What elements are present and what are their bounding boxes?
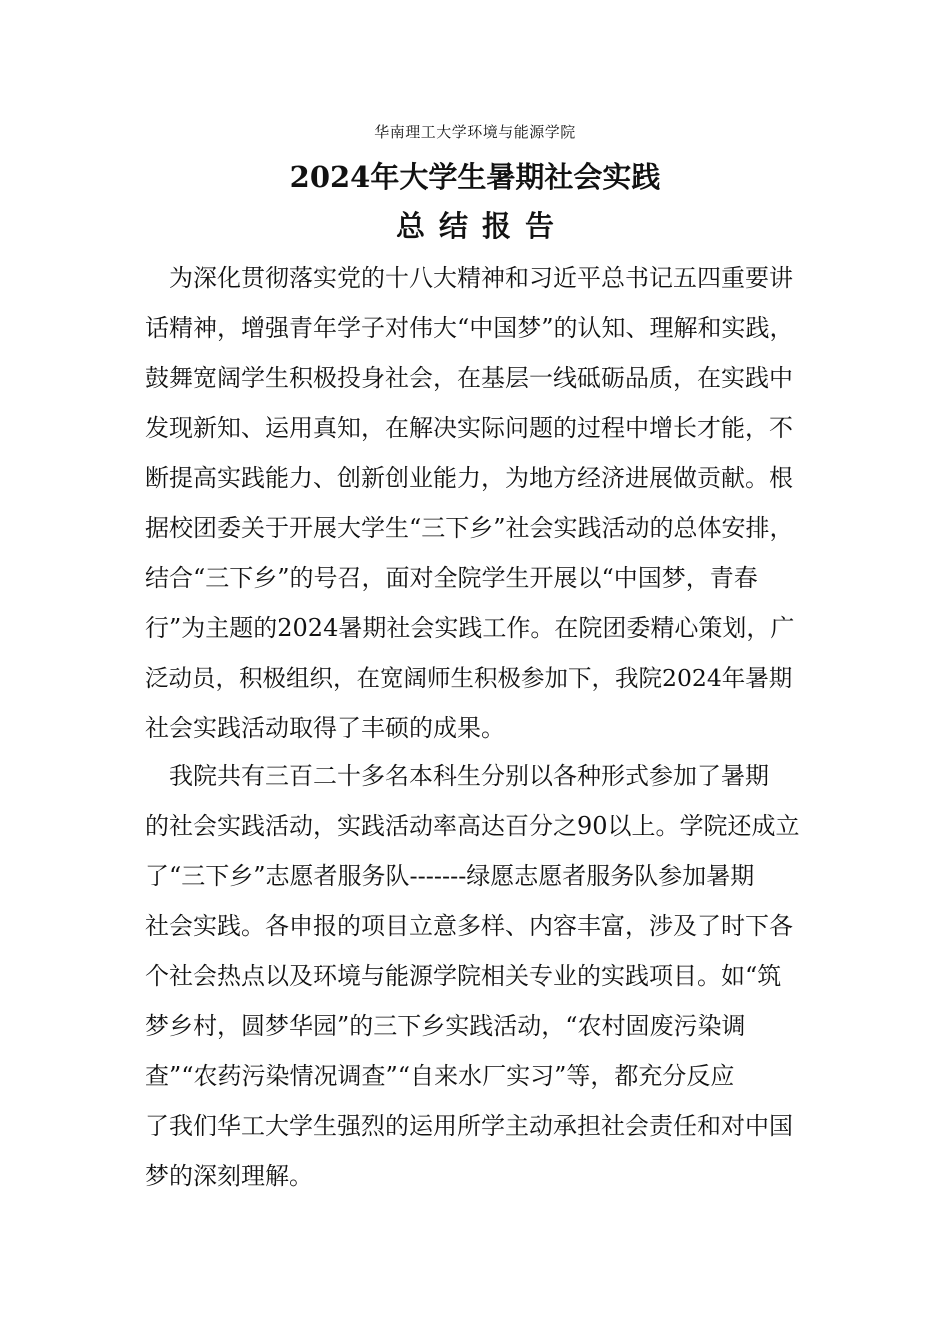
- paragraph-line: 据校团委关于开展大学生“三下乡”社会实践活动的总体安排，: [145, 514, 794, 542]
- paragraph-line: 断提高实践能力、创新创业能力，为地方经济进展做贡献。根: [145, 464, 793, 492]
- paragraph-1: [145, 253, 805, 753]
- paragraph-line: 泛动员，积极组织，在宽阔师生积极参加下，我院2024年暑期: [145, 664, 793, 692]
- paragraph-line: 梦乡村，圆梦华园”的三下乡实践活动，“农村固废污染调: [145, 1012, 746, 1040]
- paragraph-line: 梦的深刻理解。: [145, 1162, 313, 1190]
- paragraph-line: 个社会热点以及环境与能源学院相关专业的实践项目。如“筑: [145, 962, 782, 990]
- paragraph-line: 的社会实践活动，实践活动率高达百分之90以上。学院还成立: [145, 812, 800, 840]
- paragraph-line: 为深化贯彻落实党的十八大精神和习近平总书记五四重要讲: [145, 264, 793, 292]
- paragraph-line: 查”“农药污染情况调查”“自来水厂实习”等，都充分反应: [145, 1062, 735, 1090]
- paragraph-line: 发现新知、运用真知，在解决实际问题的过程中增长才能，不: [145, 414, 793, 442]
- paragraph-line: 话精神，增强青年学子对伟大“中国梦”的认知、理解和实践，: [145, 314, 794, 342]
- paragraph-line: 社会实践活动取得了丰硕的成果。: [145, 714, 505, 742]
- paragraph-line: 行”为主题的2024暑期社会实践工作。在院团委精心策划，广: [145, 614, 795, 642]
- institution-name: 华南理工大学环境与能源学院: [374, 123, 576, 141]
- report-subtitle: 总结报告: [395, 209, 568, 243]
- paragraph-line: 结合“三下乡”的号召，面对全院学生开展以“中国梦，青春: [145, 564, 758, 592]
- paragraph-line: 了我们华工大学生强烈的运用所学主动承担社会责任和对中国: [145, 1112, 793, 1140]
- paragraph-line: 了“三下乡”志愿者服务队-------绿愿志愿者服务队参加暑期: [145, 862, 755, 890]
- paragraph-line: 社会实践。各申报的项目立意多样、内容丰富，涉及了时下各: [145, 912, 793, 940]
- paragraph-2: [145, 751, 805, 1201]
- paragraph-line: 鼓舞宽阔学生积极投身社会，在基层一线砥砺品质，在实践中: [145, 364, 793, 392]
- paragraph-line: 我院共有三百二十多名本科生分别以各种形式参加了暑期: [145, 762, 769, 790]
- report-title: 2024年大学生暑期社会实践: [289, 160, 661, 194]
